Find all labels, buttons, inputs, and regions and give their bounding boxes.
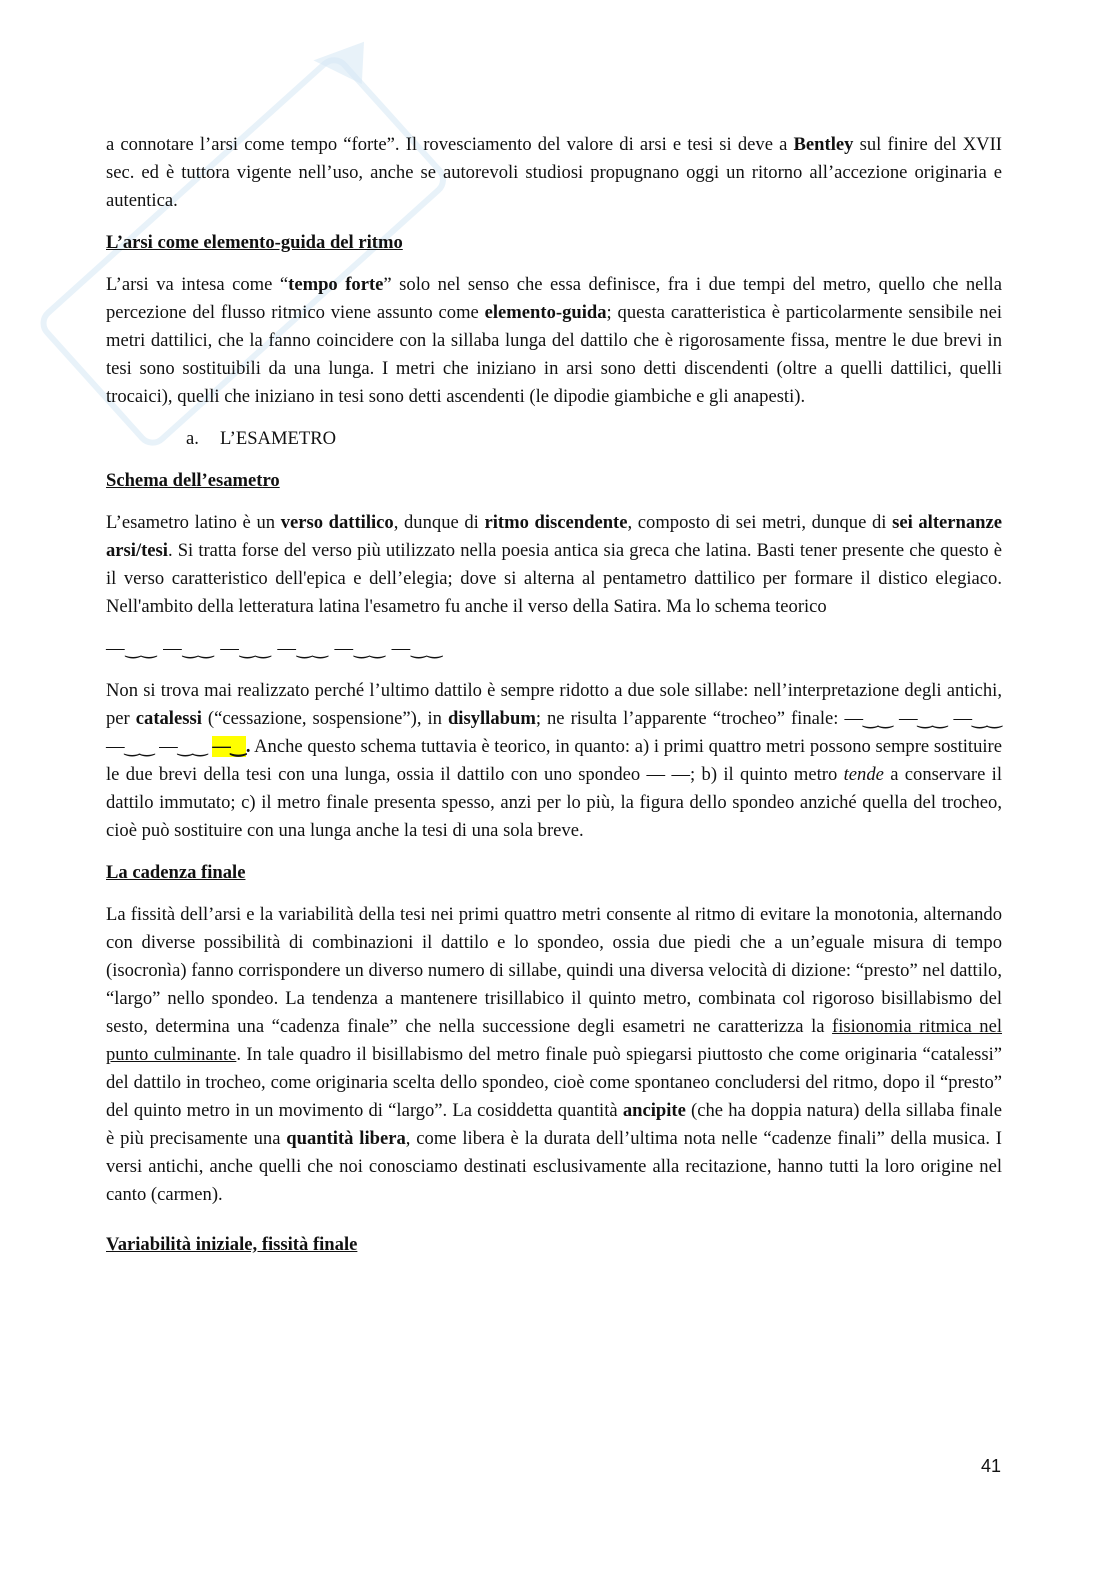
- paragraph-esametro-latino: L’esametro latino è un verso dattilico, dunque di ritmo discendente, composto di sei metri, dunque di sei alternanze arsi/tesi. Si tratta forse del verso più utilizzato nella poesia antica sia greca che latina. Basti tener presente che questo è il verso caratteristico dell'epica e dell’elegia; dove si alterna al pentametro dattilico per formare il distico elegiaco. Nell'ambito della letteratura latina l'esametro fu anche il verso della Satira. Ma lo schema teorico: [106, 512, 1003, 617]
- section-title-text: L’ESAMETRO: [220, 428, 337, 449]
- underlined-phrase: fisionomia ritmica nel punto culminante: [106, 1016, 1003, 1065]
- document-page: [106, 131, 1002, 1273]
- paragraph-catalessi: Non si trova mai realizzato perché l’ultimo dattilo è sempre ridotto a due sole sillabe: nell’interpretazione degli antichi, per catalessi (“cessazione, sospensione”), in disyllabum; ne risulta l’apparente “trocheo” finale: —‿‿ —‿‿ —‿‿ —‿‿ —‿‿ —‿. Anche questo schema tuttavia è teorico, in quanto: a) i primi quattro metri possono sempre sostituire le due brevi della tesi con una lunga, ossia il dattilo con uno spondeo — —; b) il quinto metro tende a conservare il dattilo immutato; c) il metro finale presenta spesso, anzi per lo più, la figura dello spondeo anziché quella del trocheo, cioè può sostituire con una lunga anche la tesi di una sola breve.: [106, 680, 1003, 841]
- metrical-scheme: —‿‿ —‿‿ —‿‿ —‿‿ —‿‿ —‿‿: [106, 638, 444, 659]
- paragraph-arsi-tempo-forte: L’arsi va intesa come “tempo forte” solo nel senso che essa definisce, fra i due tempi del metro, quello che nella percezione del flusso ritmico viene assunto come elemento-guida; questa caratteristica è particolarmente sensibile nei metri dattilici, che la fanno coincidere con la sillaba lunga del dattilo che è rigorosamente fissa, mentre le due brevi in tesi sono sostituibili da una lunga. I metri che iniziano in arsi sono detti discendenti (oltre a quelli dattilici, quelli trocaici), quelli che iniziano in tesi sono detti ascendenti (le dipodie giambiche e gli anapesti).: [106, 274, 1002, 407]
- heading-cadenza-finale: La cadenza finale: [106, 862, 246, 883]
- heading-arsi-elemento-guida: L’arsi come elemento-guida del ritmo: [106, 232, 403, 253]
- page-number: 41: [981, 1456, 1002, 1476]
- highlighted-final-foot: —‿: [212, 736, 246, 757]
- paragraph-cadenza-finale: La fissità dell’arsi e la variabilità della tesi nei primi quattro metri consente al ritmo di evitare la monotonia, alternando con diverse possibilità di combinazioni il dattilo e lo spondeo, ossia due piedi che a un’eguale misura di tempo (isocronìa) fanno corrispondere un diverso numero di sillabe, quindi una diversa velocità di dizione: “presto” nel dattilo, “largo” nello spondeo. La tendenza a mantenere trisillabico il quinto metro, combinata col rigoroso bisillabismo del sesto, determina una “cadenza finale” che nella successione degli esametri ne caratterizza la fisionomia ritmica nel punto culminante. In tale quadro il bisillabismo del metro finale può spiegarsi piuttosto che come originaria “catalessi” del dattilo in trocheo, come originaria scelta dello spondeo, cioè come spontaneo concludersi del ritmo, dopo il “presto” del quinto metro in un movimento di “largo”. La cosiddetta quantità ancipite (che ha doppia natura) della sillaba finale è più precisamente una quantità libera, come libera è la durata dell’ultima nota nelle “cadenze finali” della musica. I versi antichi, anche quelli che noi conosciamo destinati esclusivamente alla recitazione, hanno tutti la loro origine nel canto (carmen).: [106, 904, 1003, 1205]
- section-title-esametro: [106, 425, 1002, 453]
- list-marker: a.: [186, 428, 199, 449]
- heading-schema-esametro: Schema dell’esametro: [106, 470, 280, 491]
- heading-variabilita-iniziale: Variabilità iniziale, fissità finale: [106, 1234, 358, 1255]
- paragraph-arsi-intro: a connotare l’arsi come tempo “forte”. Il rovesciamento del valore di arsi e tesi si deve a Bentley sul finire del XVII sec. ed è tuttora vigente nell’uso, anche se autorevoli studiosi propugnano oggi un ritorno all’accezione originaria e autentica.: [106, 134, 1002, 211]
